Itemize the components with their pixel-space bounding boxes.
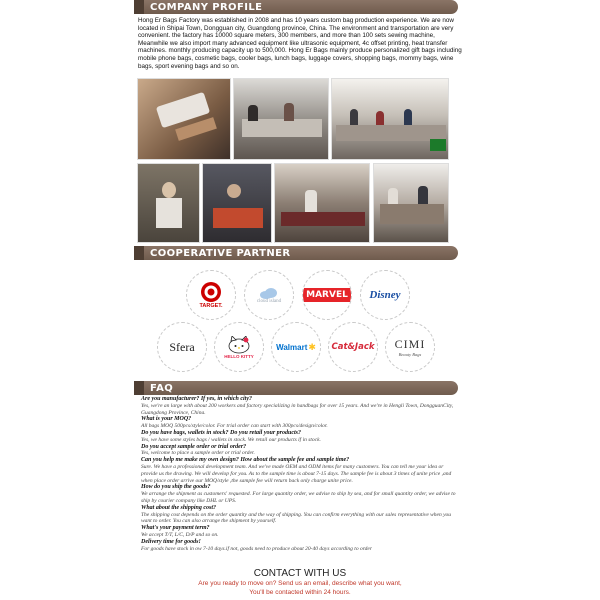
banner-decoration [134, 381, 144, 395]
cimi-tagline: Beauty Bags [398, 352, 422, 357]
company-profile-banner [134, 0, 458, 14]
faq-question: What is your MOQ? [141, 416, 192, 423]
partner-cloud-island [244, 270, 294, 320]
cat-jack-logo: Cat&Jack [331, 342, 375, 352]
faq-question: Can you help me make my own design? How about the sample fee and sample time? [141, 457, 350, 464]
faq-question: Do you have bags, wallets in stock? Do you retail your products? [141, 429, 302, 436]
contact-text-line-1: Are you ready to move on? Send us an email, describe what you want, [198, 580, 402, 587]
target-logo-icon [200, 281, 222, 303]
faq-question: What's your payment term? [141, 525, 210, 532]
faq-question: How do you ship the goods? [141, 484, 211, 491]
faq-answer: For goods have stock in ow 7-10 days.if not, goods need to produce about 20-40 days according to order [141, 545, 372, 552]
faq-answer: Yes, welcome to place a sample order or trial order. [141, 450, 255, 457]
faq-answer: Yes, we have some styles bags / wallets in stock. We retail our products if in stock. [141, 436, 321, 443]
partner-cat-jack [328, 322, 378, 372]
cloud-icon [258, 287, 280, 299]
faq-list [141, 396, 459, 552]
disney-logo: Disney [369, 289, 401, 301]
faq-answer: The shipping cost depends on the order quantity and the way of shipping. You can confirm everything with our sales representative when you want to order. You can also arrange the shipment by yourself. [141, 511, 452, 525]
partner-sfera [157, 322, 207, 372]
contact-title: CONTACT WITH US [253, 568, 347, 579]
partner-target [186, 270, 236, 320]
walmart-logo: Walmart [276, 342, 308, 352]
faq-banner [134, 381, 458, 395]
partner-cimi [385, 322, 435, 372]
sfera-logo: Sfera [169, 339, 195, 354]
marvel-logo: MARVEL [303, 288, 351, 302]
faq-question: What about the shipping cost? [141, 504, 217, 511]
faq-answer: Yes, we're an large with about 200 workers and factory specializing in handbags for over 15 years. And we're in Hengli Town, DongguanCity, Guangdong Province, China. [141, 402, 454, 416]
hello-kitty-label: HELLO KITTY [224, 353, 254, 359]
faq-answer: All bags MOQ 500pcs/style/color. For trial order can start with 300pcs/design/color. [141, 423, 328, 430]
banner-decoration [134, 0, 144, 14]
company-intro-text: Hong Er Bags Factory was established in 2008 and has 10 years custom bag production experience. We are now located in Shipai Town, Dongguan city, Guangdong province, China. The environment and transportation are very convenient. the factory has 10000 square meters, 300 members, and more than 100 sets sewing machine, Meanwhile we also import many advanced equipment like ultrasonic equipment, 4c offset printing, heat transfer machines. monthly producing capacity up to 500,000. Hong Er Bags mainly produce personalized gift bags including mobile phone bags, cosmetic bags, cooler bags, lunch bags, luggage covers, shopping bags, mommy bags, wine bags, sport evening bags and so on. [138, 17, 462, 70]
factory-photo-worker-1 [137, 163, 200, 243]
faq-question: Are you manufacturer? If yes, in which city? [141, 396, 253, 402]
faq-answer: We accept T/T, L/C, D/P and so on. [141, 531, 219, 538]
partner-heading: COOPERATIVE PARTNER [150, 247, 291, 259]
company-profile-heading: COMPANY PROFILE [150, 1, 263, 13]
factory-photo-sewing-closeup [137, 78, 231, 160]
cimi-logo: CIMI [394, 337, 426, 351]
partner-banner [134, 246, 458, 260]
faq-question: Do you accept sample order or trial order? [141, 443, 247, 450]
faq-answer: Sure. We have a professional development team. And we've made OEM and ODM items for many customers. You can tell me your idea or provide us the drawing. We will develop for you. As to the sample time is about 7-15 days. The sample fee is about 3 times of unite price ,and when place order arrive our MOQ/style ,the sample fee will return back only charge unite price. [141, 463, 452, 484]
hello-kitty-icon [227, 336, 251, 354]
target-label: TARGET. [199, 303, 223, 309]
contact-text-line-2: You'll be contacted within 24 hours. [249, 589, 351, 596]
factory-photo-packing [373, 163, 449, 243]
faq-question: Delivery time for goods! [141, 538, 201, 545]
faq-answer: We arrange the shipment as customers' requested. For large quantity order, we advise to ship by sea, and for small quantity order, we advise to ship by courier company like DHL or UPS. [141, 491, 456, 504]
partner-walmart [271, 322, 321, 372]
banner-decoration [134, 246, 144, 260]
factory-photo-worker-2 [202, 163, 272, 243]
cloud-island-label: cloud island [256, 298, 282, 304]
partner-disney [360, 270, 410, 320]
factory-photo-workshop [331, 78, 449, 160]
partner-hello-kitty [214, 322, 264, 372]
walmart-spark-icon: ✱ [308, 341, 316, 352]
factory-photo-production-floor [274, 163, 370, 243]
factory-photo-sewing-line [233, 78, 329, 160]
partner-marvel [302, 270, 352, 320]
faq-heading: FAQ [150, 382, 174, 394]
